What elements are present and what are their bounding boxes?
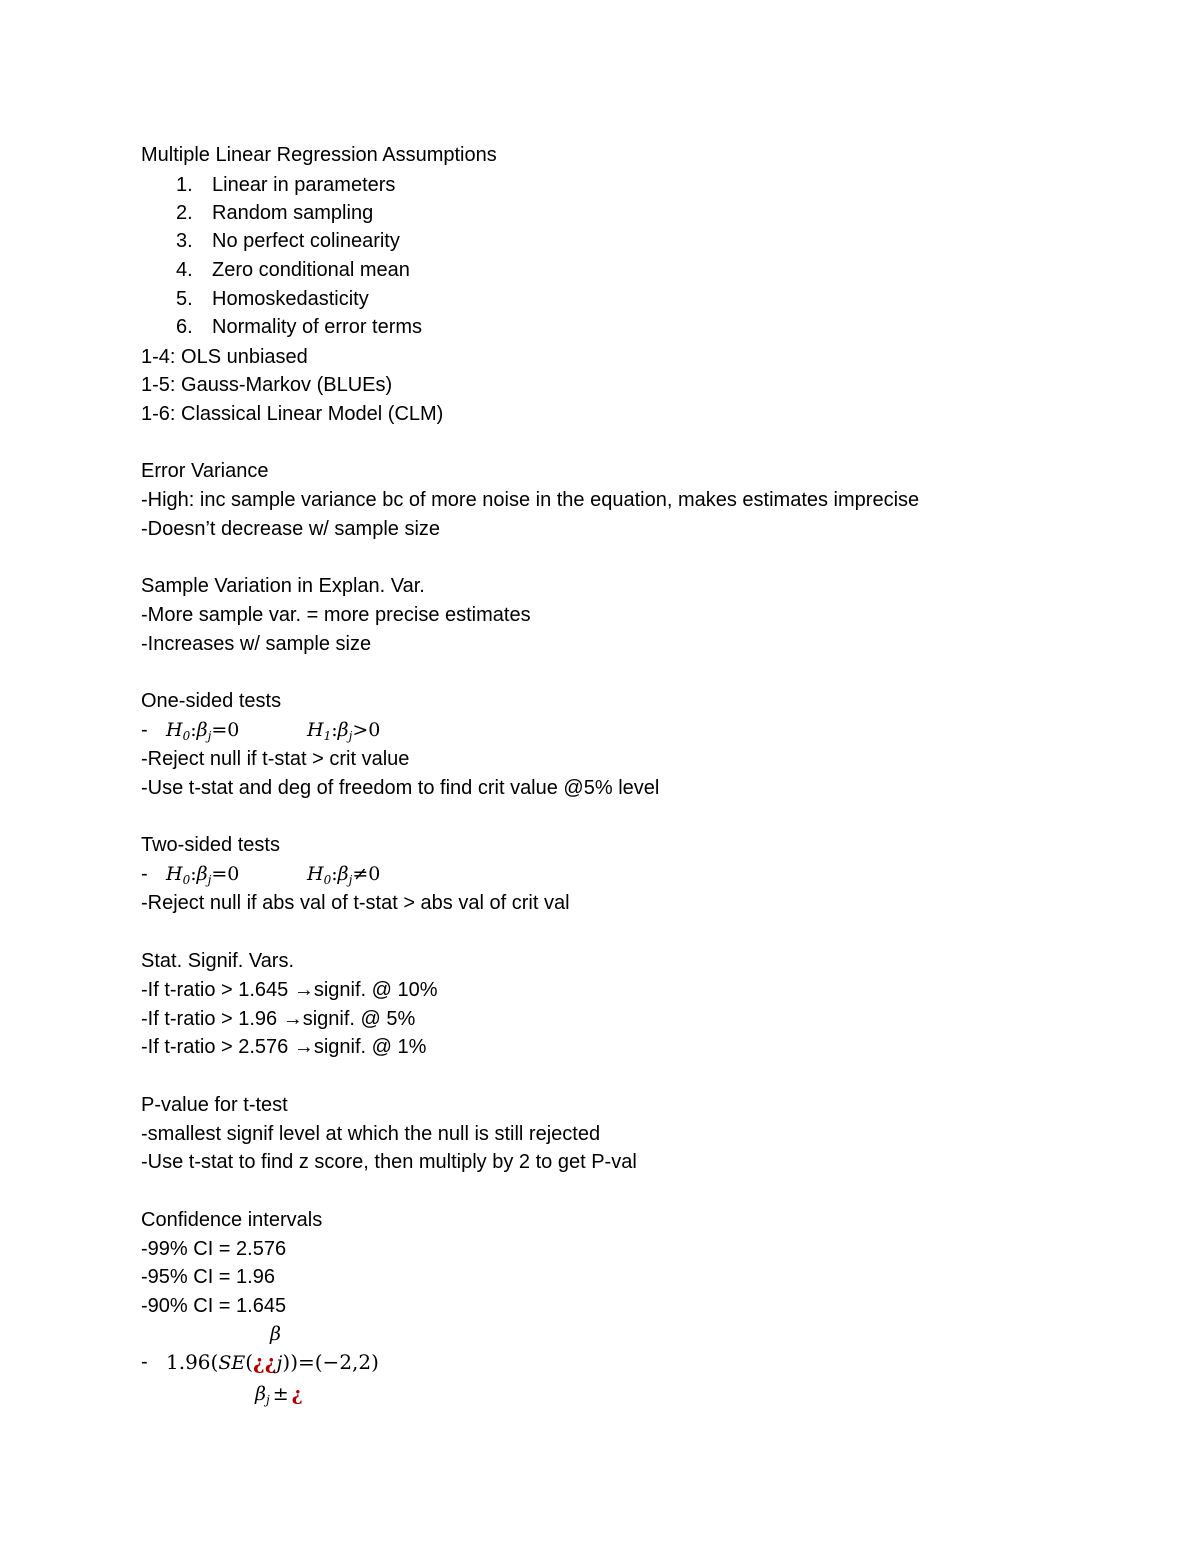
- alternative-hypothesis: $H_0:\beta_j\ne 0$: [307, 863, 381, 887]
- assumption-number: 1.: [176, 174, 193, 196]
- bullet-dash: -: [141, 719, 148, 741]
- note-line: -More sample var. = more precise estimates: [141, 604, 531, 626]
- assumption-item: No perfect colinearity: [212, 230, 400, 252]
- note-line: -High: inc sample variance bc of more noise in the equation, makes estimates imprecise: [141, 489, 920, 511]
- doc-title: Multiple Linear Regression Assumptions: [141, 144, 497, 166]
- property-line: 1-5: Gauss-Markov (BLUEs): [141, 374, 393, 396]
- note-line: -99% CI = 2.576: [141, 1238, 287, 1260]
- note-line: -Reject null if t-stat > crit value: [141, 748, 410, 770]
- section-heading: Two-sided tests: [141, 834, 280, 856]
- property-line: 1-4: OLS unbiased: [141, 346, 308, 368]
- assumption-item: Linear in parameters: [212, 174, 396, 196]
- ci-formula: 1.96(SE(¿¿j))=(−2,2): [166, 1350, 379, 1374]
- assumption-number: 4.: [176, 259, 193, 281]
- note-line: -Reject null if abs val of t-stat > abs val of crit val: [141, 892, 570, 914]
- property-line: 1-6: Classical Linear Model (CLM): [141, 403, 444, 425]
- note-line: -smallest signif level at which the null is still rejected: [141, 1123, 601, 1145]
- section-heading: P-value for t-test: [141, 1094, 288, 1116]
- note-line: -90% CI = 1.645: [141, 1295, 287, 1317]
- section-heading: Confidence intervals: [141, 1209, 323, 1231]
- note-line: -If t-ratio > 2.576 →signif. @ 1%: [141, 1036, 427, 1058]
- note-line: -If t-ratio > 1.96 →signif. @ 5%: [141, 1008, 416, 1030]
- null-hypothesis: $H_0:\beta_j=0$: [166, 863, 240, 887]
- assumption-number: 3.: [176, 230, 193, 252]
- section-heading: Sample Variation in Explan. Var.: [141, 575, 425, 597]
- formula-beta-accent: β: [270, 1323, 281, 1345]
- note-line: -Increases w/ sample size: [141, 633, 372, 655]
- assumption-item: Normality of error terms: [212, 316, 423, 338]
- note-line: -Use t-stat and deg of freedom to find crit value @5% level: [141, 777, 660, 799]
- assumption-number: 6.: [176, 316, 193, 338]
- null-hypothesis: $H_0:\beta_j=0$: [166, 719, 240, 743]
- bullet-dash: -: [141, 863, 148, 885]
- note-line: -95% CI = 1.96: [141, 1266, 275, 1288]
- assumption-item: Zero conditional mean: [212, 259, 410, 281]
- ci-bounds: $\beta_j$ ± ¿: [255, 1383, 303, 1407]
- assumption-item: Random sampling: [212, 202, 374, 224]
- assumption-number: 2.: [176, 202, 193, 224]
- assumption-item: Homoskedasticity: [212, 288, 369, 310]
- section-heading: One-sided tests: [141, 690, 282, 712]
- section-heading: Stat. Signif. Vars.: [141, 950, 295, 972]
- bullet-dash: -: [141, 1351, 148, 1373]
- note-line: -Use t-stat to find z score, then multiply by 2 to get P-val: [141, 1151, 637, 1173]
- section-heading: Error Variance: [141, 460, 269, 482]
- note-line: -Doesn’t decrease w/ sample size: [141, 518, 441, 540]
- note-line: -If t-ratio > 1.645 →signif. @ 10%: [141, 979, 438, 1001]
- assumption-number: 5.: [176, 288, 193, 310]
- alternative-hypothesis: $H_1:\beta_j>0$: [307, 719, 381, 743]
